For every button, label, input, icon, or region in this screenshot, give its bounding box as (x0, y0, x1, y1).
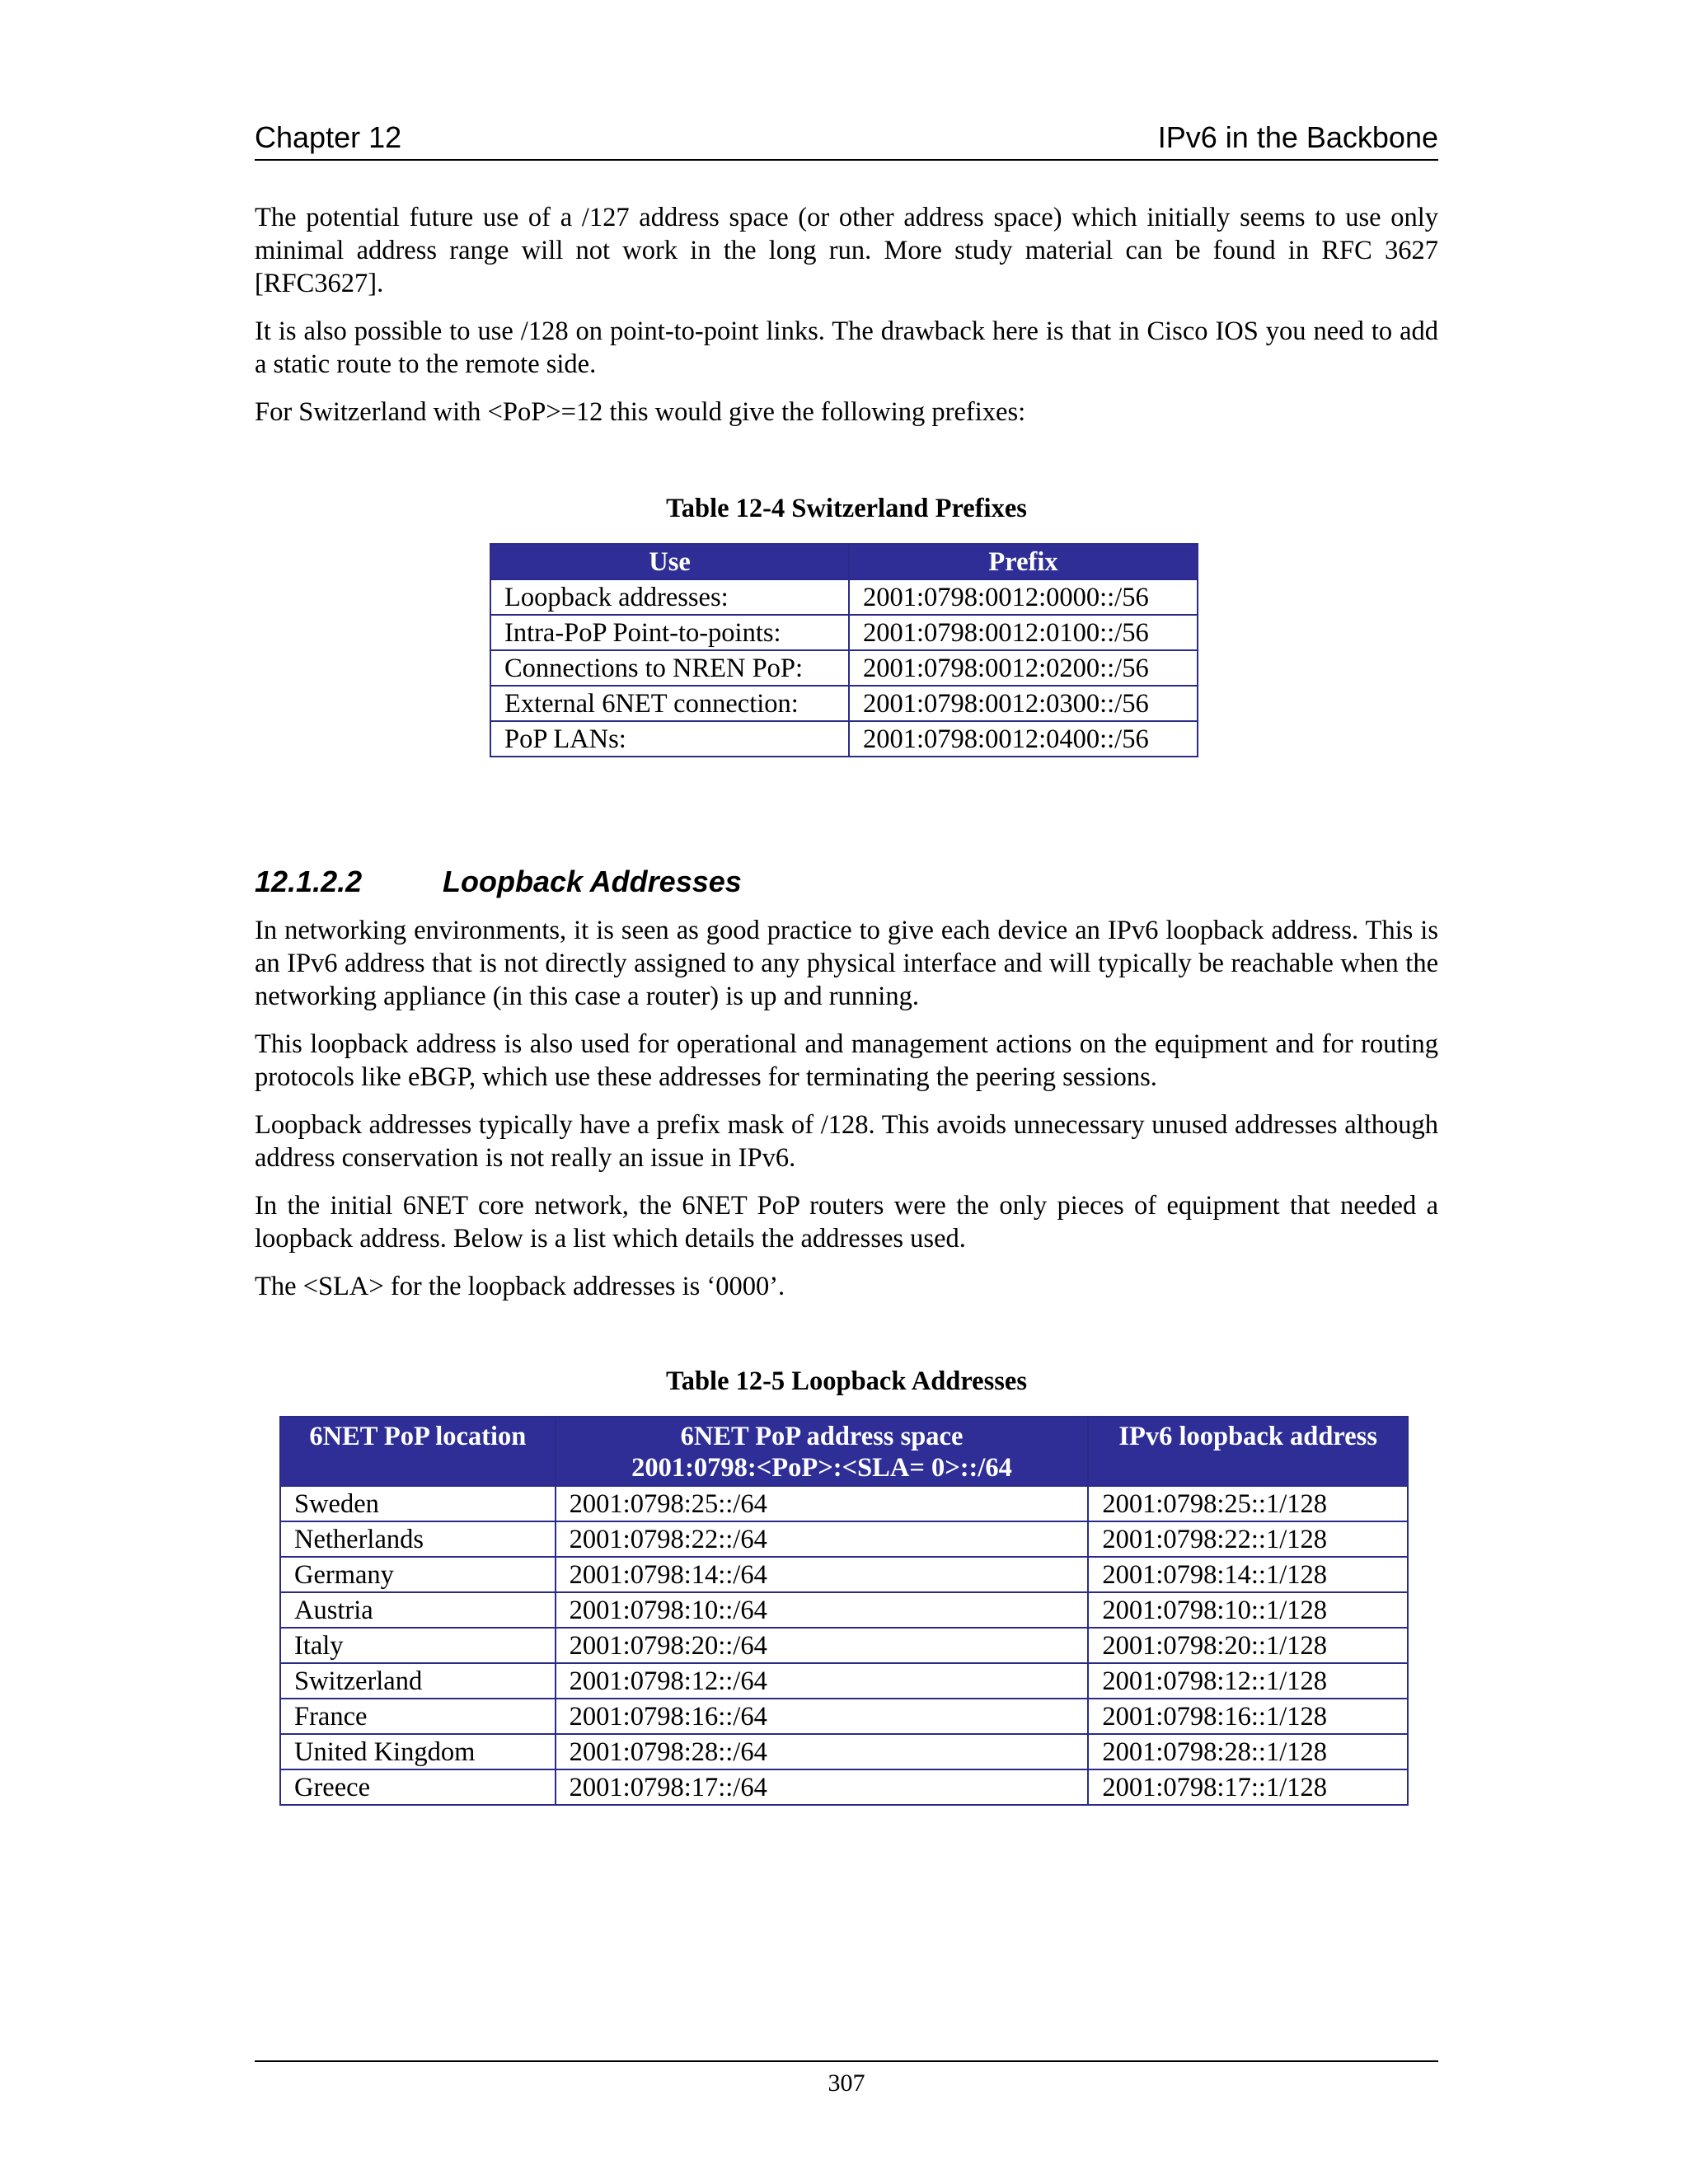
table-row (280, 1734, 1408, 1769)
cell-location: Italy (280, 1628, 556, 1663)
section-paragraph-5: The <SLA> for the loopback addresses is ‘0000’. (255, 1272, 785, 1301)
cell-address-space: 2001:0798:14::/64 (556, 1557, 1089, 1592)
cell-loopback: 2001:0798:22::1/128 (1088, 1521, 1408, 1557)
cell-use: Loopback addresses: (490, 579, 849, 615)
cell-use: PoP LANs: (490, 721, 849, 757)
table-row (280, 1521, 1408, 1557)
intro-paragraph-2: It is also possible to use /128 on point-to-point links. The drawback here is that in Cisco IOS you need to add a static route to the remote side. (255, 316, 1438, 379)
table-row (490, 686, 1198, 721)
cell-prefix: 2001:0798:0012:0400::/56 (849, 721, 1198, 757)
column-header-prefix: Prefix (849, 544, 1198, 579)
cell-loopback: 2001:0798:12::1/128 (1088, 1663, 1408, 1699)
table-row (280, 1699, 1408, 1734)
address-space-header-line-1: 6NET PoP address space (680, 1422, 964, 1451)
table-caption-prefixes: Table 12-4 Switzerland Prefixes (666, 494, 1027, 523)
cell-prefix: 2001:0798:0012:0300::/56 (849, 686, 1198, 721)
table-row (280, 1486, 1408, 1521)
cell-loopback: 2001:0798:14::1/128 (1088, 1557, 1408, 1592)
cell-address-space: 2001:0798:10::/64 (556, 1592, 1089, 1628)
section-paragraph-2: This loopback address is also used for operational and management actions on the equipment and for routing protocols like eBGP, which use these addresses for terminating the peering sessions. (255, 1029, 1438, 1092)
table-row (490, 650, 1198, 686)
cell-address-space: 2001:0798:25::/64 (556, 1486, 1089, 1521)
section-number: 12.1.2.2 (255, 865, 363, 898)
table-row (280, 1628, 1408, 1663)
table-row (280, 1557, 1408, 1592)
cell-loopback: 2001:0798:28::1/128 (1088, 1734, 1408, 1769)
cell-address-space: 2001:0798:28::/64 (556, 1734, 1089, 1769)
page-number: 307 (828, 2069, 865, 2097)
table-header-row (280, 1417, 1408, 1486)
table-row (490, 721, 1198, 757)
cell-address-space: 2001:0798:22::/64 (556, 1521, 1089, 1557)
section-title: Loopback Addresses (443, 865, 742, 898)
cell-location: United Kingdom (280, 1734, 556, 1769)
column-header-use: Use (490, 544, 849, 579)
cell-address-space: 2001:0798:17::/64 (556, 1769, 1089, 1805)
cell-loopback: 2001:0798:17::1/128 (1088, 1769, 1408, 1805)
cell-address-space: 2001:0798:20::/64 (556, 1628, 1089, 1663)
table-row (490, 579, 1198, 615)
cell-prefix: 2001:0798:0012:0100::/56 (849, 615, 1198, 650)
column-header-address-space (556, 1417, 1089, 1486)
header-chapter: Chapter 12 (255, 120, 402, 154)
intro-paragraph-3: For Switzerland with <PoP>=12 this would give the following prefixes: (255, 397, 1026, 427)
table-row (280, 1769, 1408, 1805)
cell-location: Switzerland (280, 1663, 556, 1699)
table-row (490, 615, 1198, 650)
cell-loopback: 2001:0798:10::1/128 (1088, 1592, 1408, 1628)
cell-prefix: 2001:0798:0012:0000::/56 (849, 579, 1198, 615)
cell-location: Austria (280, 1592, 556, 1628)
column-header-location: 6NET PoP location (280, 1417, 556, 1486)
cell-use: Connections to NREN PoP: (490, 650, 849, 686)
cell-location: France (280, 1699, 556, 1734)
intro-paragraph-1: The potential future use of a /127 address space (or other address space) which initially seems to use only minimal address range will not work in the long run. More study material can be found in RFC 3627 [RFC3627]. (255, 203, 1438, 298)
cell-prefix: 2001:0798:0012:0200::/56 (849, 650, 1198, 686)
cell-location: Netherlands (280, 1521, 556, 1557)
cell-use: External 6NET connection: (490, 686, 849, 721)
section-heading (255, 864, 742, 900)
switzerland-prefixes-table (490, 543, 1198, 757)
loopback-addresses-table (279, 1416, 1409, 1806)
cell-location: Greece (280, 1769, 556, 1805)
cell-location: Sweden (280, 1486, 556, 1521)
section-paragraph-4: In the initial 6NET core network, the 6NET PoP routers were the only pieces of equipment that needed a loopback address. Below is a list which details the addresses used. (255, 1191, 1438, 1254)
section-paragraph-3: Loopback addresses typically have a prefix mask of /128. This avoids unnecessary unused addresses although address conservation is not really an issue in IPv6. (255, 1110, 1438, 1173)
column-header-loopback: IPv6 loopback address (1088, 1417, 1408, 1486)
page-footer (255, 2060, 1438, 2102)
table-row (280, 1592, 1408, 1628)
cell-address-space: 2001:0798:16::/64 (556, 1699, 1089, 1734)
table-caption-loopback: Table 12-5 Loopback Addresses (666, 1366, 1027, 1396)
cell-address-space: 2001:0798:12::/64 (556, 1663, 1089, 1699)
table-header-row (490, 544, 1198, 579)
cell-loopback: 2001:0798:25::1/128 (1088, 1486, 1408, 1521)
cell-location: Germany (280, 1557, 556, 1592)
address-space-header-line-2: 2001:0798:<PoP>:<SLA= 0>::/64 (631, 1453, 1012, 1483)
cell-loopback: 2001:0798:16::1/128 (1088, 1699, 1408, 1734)
running-header (255, 120, 1438, 161)
table-row (280, 1663, 1408, 1699)
cell-use: Intra-PoP Point-to-points: (490, 615, 849, 650)
section-paragraph-1: In networking environments, it is seen as good practice to give each device an IPv6 loopback address. This is an IPv6 address that is not directly assigned to any physical interface and will typically be reachable when the networking appliance (in this case a router) is up and running. (255, 916, 1438, 1011)
header-title: IPv6 in the Backbone (1157, 120, 1438, 154)
cell-loopback: 2001:0798:20::1/128 (1088, 1628, 1408, 1663)
